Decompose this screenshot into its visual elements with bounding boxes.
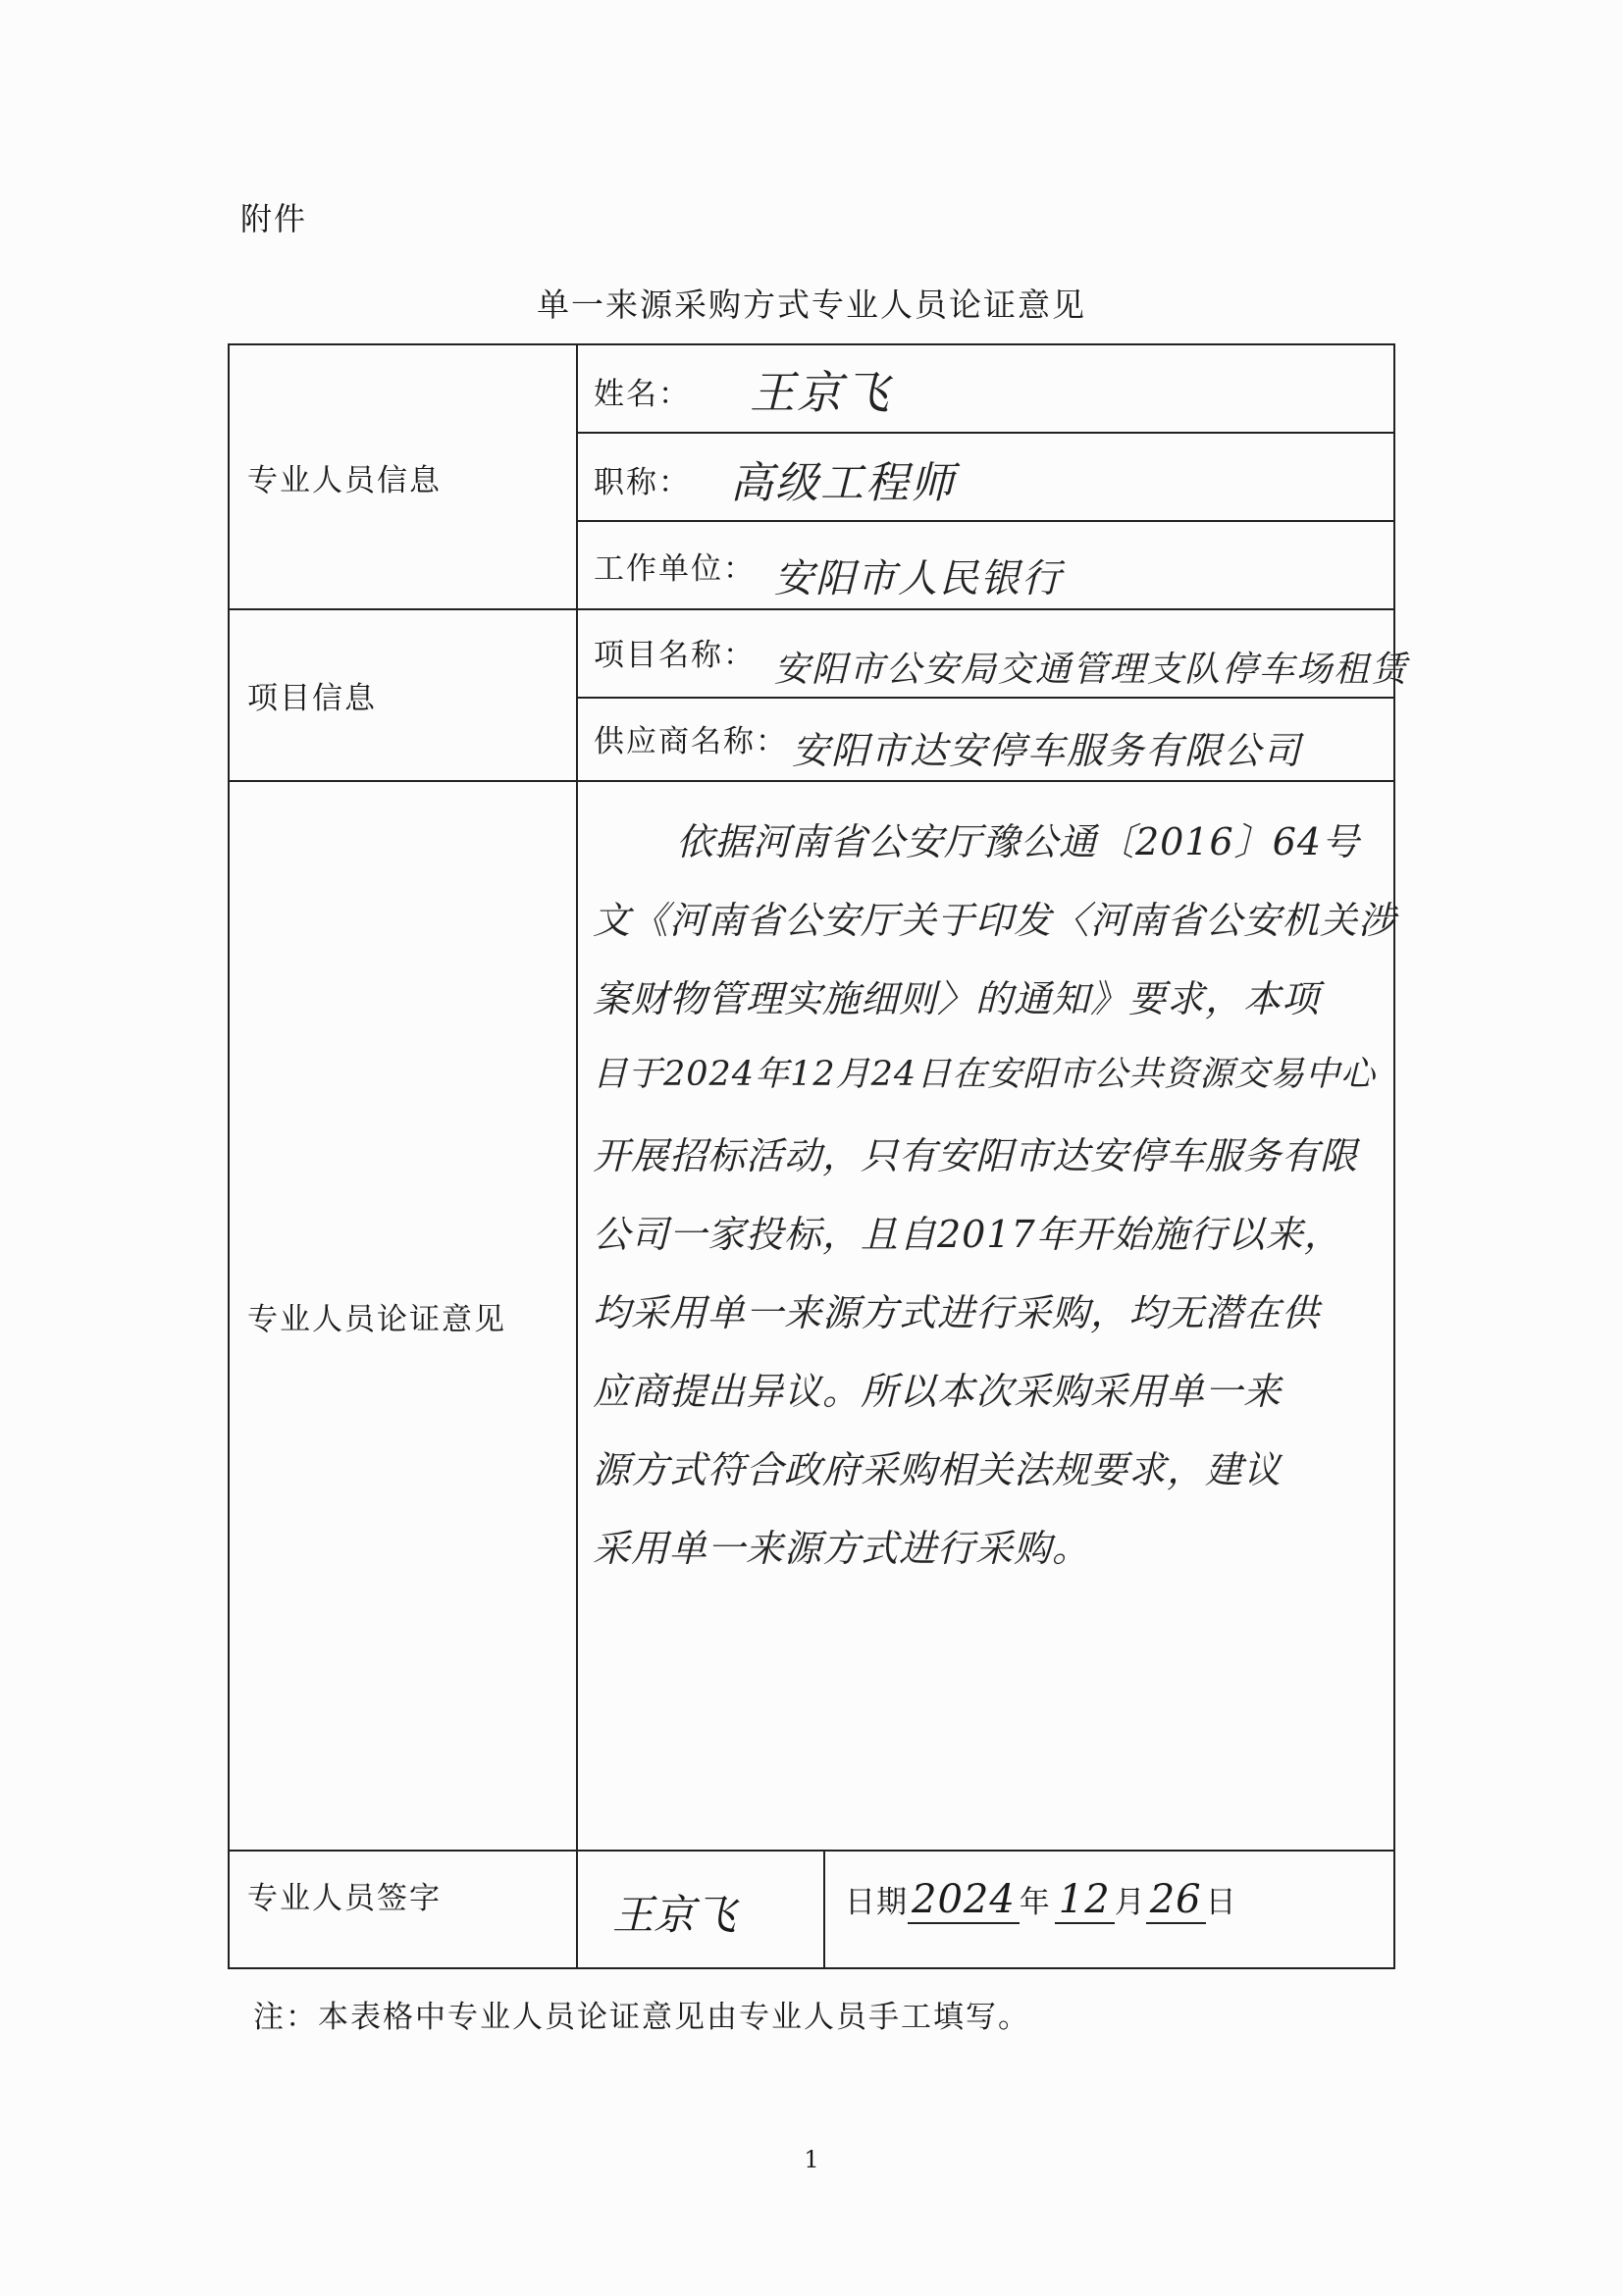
opinion-line: 开展招标活动，只有安阳市达安停车服务有限 bbox=[593, 1134, 1359, 1177]
project-info-section-label: 项目信息 bbox=[229, 609, 577, 781]
project-name-row bbox=[229, 609, 1394, 698]
project-name-value: 安阳市公安局交通管理支队停车场租赁 bbox=[774, 650, 1409, 690]
name-field bbox=[577, 344, 1394, 433]
opinion-line: 文《河南省公安厅关于印发〈河南省公安机关涉 bbox=[593, 899, 1397, 942]
opinion-line: 均采用单一来源方式进行采购，均无潜在供 bbox=[593, 1291, 1321, 1334]
opinion-content bbox=[577, 781, 1397, 1851]
supplier-label: 供应商名称： bbox=[594, 724, 788, 759]
opinion-line: 目于2024年12月24日在安阳市公共资源交易中心 bbox=[593, 1055, 1377, 1094]
name-row bbox=[229, 344, 1394, 433]
employer-value: 安阳市人民银行 bbox=[774, 556, 1063, 601]
date-divider bbox=[823, 1852, 825, 1967]
opinion-line: 采用单一来源方式进行采购。 bbox=[593, 1527, 1091, 1570]
title-label: 职称： bbox=[594, 465, 691, 500]
opinion-section-label: 专业人员论证意见 bbox=[229, 781, 577, 1851]
opinion-line: 应商提出异议。所以本次采购采用单一来 bbox=[593, 1370, 1283, 1413]
project-name-label: 项目名称： bbox=[594, 638, 756, 673]
date-year: 2024 bbox=[908, 1877, 1020, 1924]
supplier-field bbox=[577, 698, 1394, 781]
date-field bbox=[845, 1877, 1237, 1922]
date-month: 12 bbox=[1055, 1877, 1115, 1924]
project-name-field bbox=[577, 609, 1409, 698]
expert-opinion-form bbox=[228, 343, 1409, 1969]
signature-value: 王京飞 bbox=[612, 1891, 737, 1939]
opinion-line: 公司一家投标，且自2017年开始施行以来， bbox=[593, 1213, 1342, 1256]
title-field bbox=[577, 433, 1394, 521]
attachment-label: 附件 bbox=[240, 200, 308, 237]
name-label: 姓名： bbox=[594, 377, 691, 412]
form-note: 注：本表格中专业人员论证意见由专业人员手工填写。 bbox=[253, 2000, 1030, 2035]
date-label: 日期 bbox=[845, 1885, 908, 1920]
date-day: 26 bbox=[1146, 1877, 1206, 1924]
opinion-line: 案财物管理实施细则〉的通知》要求，本项 bbox=[593, 977, 1321, 1020]
opinion-line: 源方式符合政府采购相关法规要求，建议 bbox=[593, 1448, 1283, 1491]
signature-row bbox=[229, 1851, 1394, 1968]
opinion-line: 依据河南省公安厅豫公通〔2016〕64号 bbox=[676, 820, 1361, 863]
document-title: 单一来源采购方式专业人员论证意见 bbox=[537, 286, 1086, 324]
date-month-unit: 月 bbox=[1114, 1885, 1146, 1920]
signature-label: 专业人员签字 bbox=[229, 1851, 577, 1968]
employer-label: 工作单位： bbox=[594, 551, 756, 587]
date-year-unit: 年 bbox=[1019, 1885, 1051, 1920]
expert-info-section-label: 专业人员信息 bbox=[229, 344, 577, 609]
name-value: 王京飞 bbox=[750, 366, 891, 419]
signature-cell bbox=[577, 1851, 1394, 1968]
opinion-row bbox=[229, 781, 1394, 1851]
date-day-unit: 日 bbox=[1205, 1885, 1237, 1920]
page-number: 1 bbox=[804, 2146, 819, 2173]
employer-field bbox=[577, 521, 1394, 609]
title-value: 高级工程师 bbox=[730, 458, 956, 508]
supplier-value: 安阳市达安停车服务有限公司 bbox=[792, 729, 1303, 772]
